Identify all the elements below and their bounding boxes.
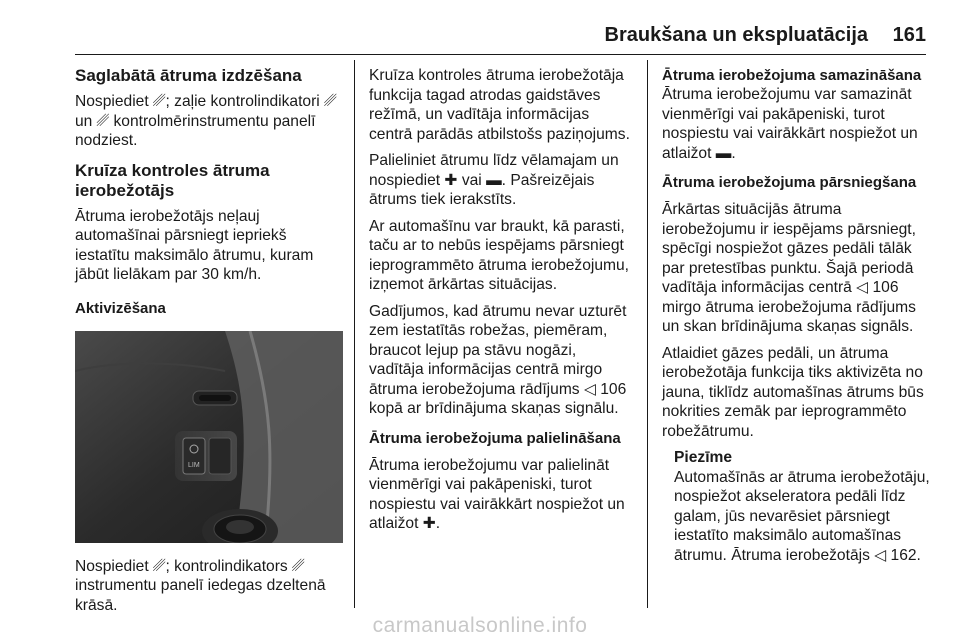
column-1 [75,66,343,622]
dashboard-switch-photo [75,331,343,543]
header-divider [75,54,926,55]
page-number: 161 [892,24,926,46]
heading-activation: Aktivizēšana [75,299,166,317]
switch-label: LIM [188,461,200,469]
note-text: Automašīnās ar ātruma ierobežotāju, nospiežot akseleratora pedāli līdz galam, jūs nevarēsiet pārsniegt iestatīto maksimālo automašīnas ātrumu. Ātruma ierobežotājs ◁ 162. [674,468,930,564]
note-box [674,448,930,565]
paragraph: Nospiediet ␥; zaļie kontrolindikatori ␥ un ␥ kontrolmērinstrumentu panelī nodziest. [75,93,337,149]
column-2 [369,66,635,541]
paragraph: Ātruma ierobežotājs neļauj automašīnai pārsniegt iepriekš iestatītu maksimālo ātrumu, kuram jābūt lielākam par 30 km/h. [75,207,314,283]
paragraph: Gadījumos, kad ātrumu nevar uzturēt zem iestatītās robežas, piemēram, braucot lejup pa stāvu nogāzi, vadītāja informācijas centrā mirgo ātruma ierobežojuma rādījums ◁ 106 kopā ar brīdinājuma skaņas signālu. [369,302,627,417]
paragraph: Ātruma ierobežojumu var palielināt vienmērīgi vai pakāpeniski, turot nospiestu vai vairākkārt nospiežot un atlaižot ✚. [369,456,625,532]
paragraph: Kruīza kontroles ātruma ierobežotāja funkcija tagad atrodas gaidstāves režīmā, un vadītāja informācijas centrā parādās atbilstošs paziņojums. [369,67,630,143]
column-divider [354,60,355,608]
paragraph: Ātruma ierobežojumu var samazināt vienmērīgi vai pakāpeniski, turot nospiestu vai vairākkārt nospiežot un atlaižot ▬. [662,86,918,162]
note-title: Piezīme [674,449,733,466]
paragraph: Ar automašīnu var braukt, kā parasti, taču ar to nebūs iespējams pārsniegt ieprogrammēto ātruma ierobežojumu, izņemot ārkārtas situācijas. [369,217,630,293]
column-3 [662,66,930,565]
section-title: Braukšana un ekspluatācija [604,24,868,46]
heading-decrease-limit: Ātruma ierobežojuma samazināšana [662,67,922,84]
column-divider [647,60,648,608]
paragraph: Palieliniet ātrumu līdz vēlamajam un nospiediet ✚ vai ▬. Pašreizējais ātrums tiek ierakstīts. [369,152,619,208]
heading-exceed-limit: Ātruma ierobežojuma pārsniegšana [662,174,917,191]
paragraph: Ārkārtas situācijās ātruma ierobežojumu ir iespējams pārsniegt, spēcīgi nospiežot gāzes pedāli tālāk par pretestības punktu. Šajā periodā vadītāja informācijas centrā ◁ 106 mirgo ātruma ierobežojuma rādījums un skan brīdinājuma skaņas signāls. [662,201,916,335]
watermark: carmanualsonline.info [372,614,588,637]
paragraph: Atlaidiet gāzes pedāli, un ātruma ierobežotāja funkcija tiks aktivizēta no jauna, tiklīdz automašīnas ātrums būs nokrities zemāk par ieprogrammēto robežātrumu. [662,344,924,440]
heading-clear-saved-speed: Saglabātā ātruma izdzēšana [75,66,302,85]
heading-increase-limit: Ātruma ierobežojuma palielināšana [369,429,621,447]
paragraph: Nospiediet ␥; kontrolindikators ␥ instrumentu panelī iedegas dzeltenā krāsā. [75,557,326,614]
heading-speed-limiter: Kruīza kontroles ātruma ierobežotājs [75,160,270,200]
